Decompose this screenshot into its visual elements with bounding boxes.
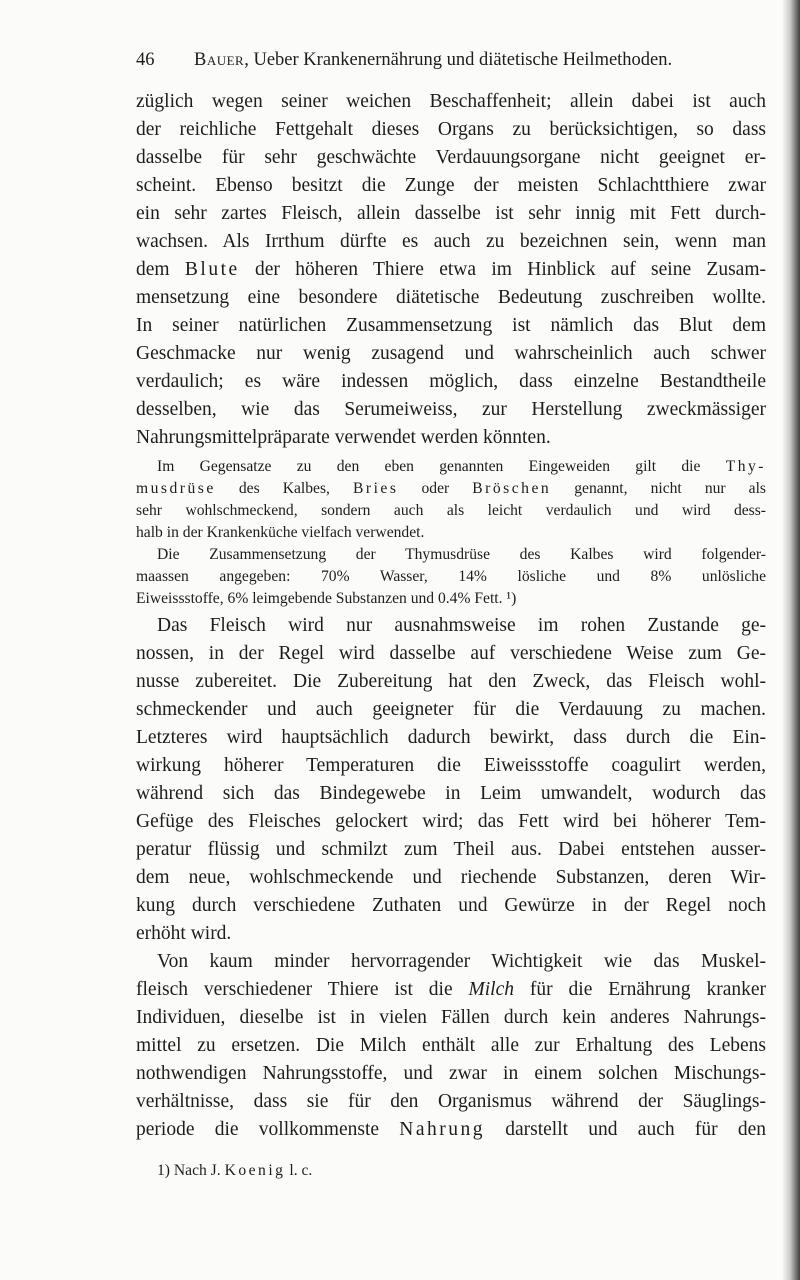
small-text-line: musdrüse des Kalbes, Bries oder Bröschen genannt, nicht nur als [136,480,766,497]
text-line: Gefüge des Fleisches gelockert wird; das Fett wird bei höherer Tem- [136,811,766,832]
text-line: fleisch verschiedener Thiere ist die Milch für die Ernährung kranker [136,979,766,1000]
small-text-line: halb in der Krankenküche vielfach verwendet. [136,524,425,541]
spaced-term-broeschen: Bröschen [472,480,552,497]
text-line: nossen, in der Regel wird dasselbe auf verschiedene Weise zum Ge- [136,643,766,664]
text-line: kung durch verschiedene Zuthaten und Gewürze in der Regel noch [136,895,766,916]
page-edge-shadow [782,0,800,1280]
text-line: nusse zubereitet. Die Zubereitung hat den Zweck, das Fleisch wohl- [136,671,766,692]
text-line: Individuen, dieselbe ist in vielen Fällen durch kein anderes Nahrungs- [136,1007,766,1028]
text-line: ein sehr zartes Fleisch, allein dasselbe ist sehr innig mit Fett durch- [136,203,766,224]
text-line: dasselbe für sehr geschwächte Verdauungsorgane nicht geeignet er- [136,147,766,168]
text-line: In seiner natürlichen Zusammensetzung ist nämlich das Blut dem [136,315,766,336]
small-text-line: Eiweissstoffe, 6% leimgebende Substanzen und 0.4% Fett. ¹) [136,590,517,607]
small-print-block [136,456,766,610]
text-line: scheint. Ebenso besitzt die Zunge der meisten Schlachtthiere zwar [136,175,766,196]
text-line: dem neue, wohlschmeckende und riechende Substanzen, deren Wir- [136,867,766,888]
running-head [136,47,736,73]
paragraph-2 [136,612,766,1144]
small-text-line: Die Zusammensetzung der Thymusdrüse des Kalbes wird folgender- [157,546,766,563]
text-line: wirkung höherer Temperaturen die Eiweissstoffe coagulirt werden, [136,755,766,776]
text-line: verdaulich; es wäre indessen möglich, dass einzelne Bestandtheile [136,371,766,392]
text-line: Nahrungsmittelpräparate verwendet werden könnten. [136,427,551,448]
text-line: während sich das Bindegewebe in Leim umwandelt, wodurch das [136,783,766,804]
text-line: der reichliche Fettgehalt dieses Organs zu berücksichtigen, so dass [136,119,766,140]
text-line: verhältnisse, dass sie für den Organismus während der Säuglings- [136,1091,766,1112]
small-text-line: maassen angegeben: 70% Wasser, 14% lösliche und 8% unlösliche [136,568,766,585]
small-text-line: sehr wohlschmeckend, sondern auch als leicht verdaulich und wird dess- [136,502,766,519]
text-line: schmeckender und auch geeigneter für die Verdauung zu machen. [136,699,766,720]
text-line: Letzteres wird hauptsächlich dadurch bewirkt, dass durch die Ein- [136,727,766,748]
text-line: mittel zu ersetzen. Die Milch enthält alle zur Erhaltung des Lebens [136,1035,766,1056]
spaced-term-bries: Bries [352,480,399,497]
text-line: erhöht wird. [136,923,232,944]
italic-term-milch: Milch [468,979,514,1000]
text-line: peratur flüssig und schmilzt zum Theil aus. Dabei entstehen ausser- [136,839,766,860]
text-line: züglich wegen seiner weichen Beschaffenheit; allein dabei ist auch [136,91,766,112]
text-line: periode die vollkommenste Nahrung darstellt und auch für den [136,1119,766,1140]
text-line: Von kaum minder hervorragender Wichtigkeit wie das Muskel- [157,951,766,972]
spaced-term-nahrung: Nahrung [399,1119,485,1140]
footnote: 1) Nach J. Koenig l. c. [157,1162,313,1179]
small-text-line: Im Gegensatze zu den eben genannten Eingeweiden gilt die Thy- [157,458,766,475]
paragraph-1 [136,88,766,452]
running-head-author: Bauer [194,50,245,70]
text-line: desselben, wie das Serumeiweiss, zur Herstellung zweckmässiger [136,399,766,420]
text-line: nothwendigen Nahrungsstoffe, und zwar in einem solchen Mischungs- [136,1063,766,1084]
text-line: Geschmacke nur wenig zusagend und wahrscheinlich auch schwer [136,343,766,364]
text-line: mensetzung eine besondere diätetische Bedeutung zuschreiben wollte. [136,287,766,308]
spaced-term-blute: Blute [184,259,240,280]
text-line: dem Blute der höheren Thiere etwa im Hinblick auf seine Zusam- [136,259,766,280]
page-number: 46 [136,50,155,70]
running-head-title: , Ueber Krankenernährung und diätetische Heilmethoden. [244,50,673,70]
text-line: Das Fleisch wird nur ausnahmsweise im rohen Zustande ge- [157,615,766,636]
spaced-term-thymus: Thy- [725,458,766,475]
footnote-author: Koenig [224,1162,286,1179]
text-line: wachsen. Als Irrthum dürfte es auch zu bezeichnen sein, wenn man [136,231,766,252]
